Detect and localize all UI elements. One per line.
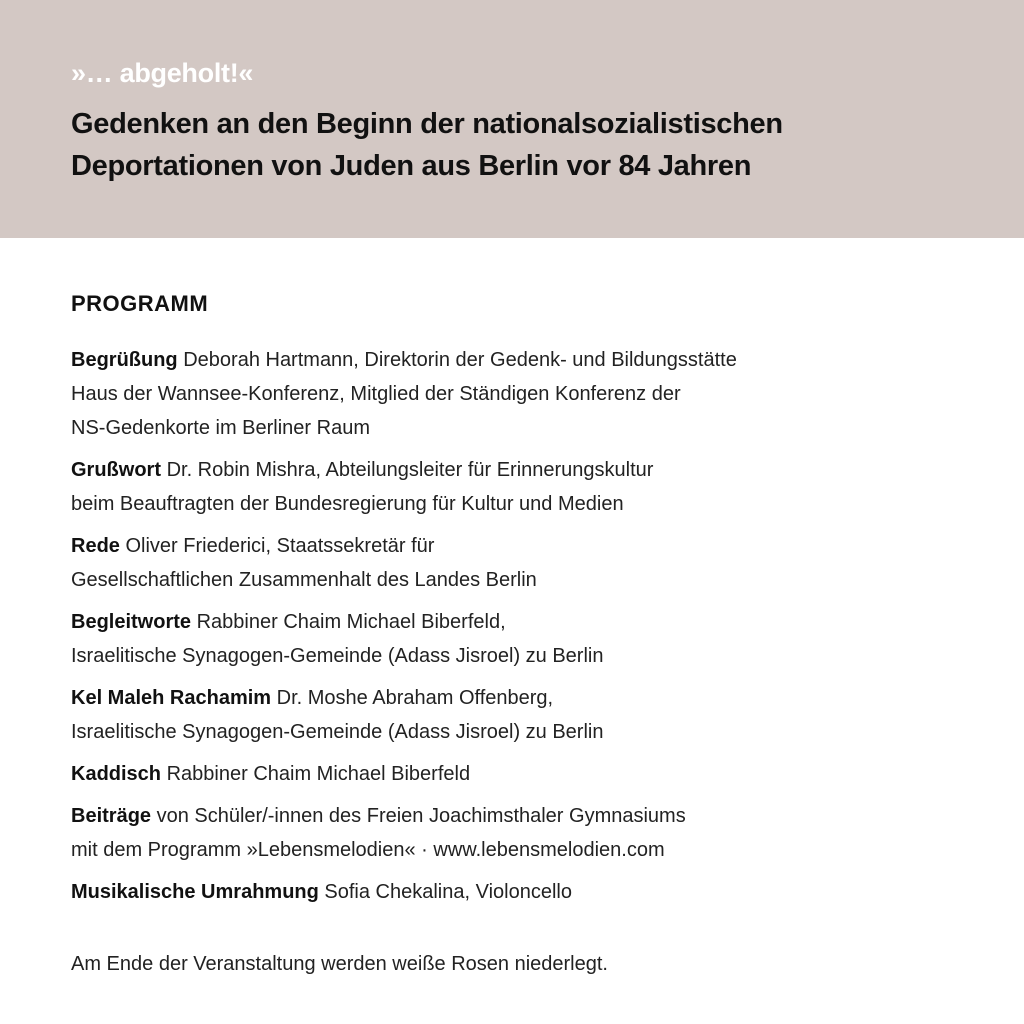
program-item-line	[71, 875, 971, 909]
program-item-text: Israelitische Synagogen-Gemeinde (Adass Jisroel) zu Berlin	[71, 645, 604, 667]
program-item-line	[71, 605, 971, 639]
program-item-text: Haus der Wannsee-Konferenz, Mitglied der Ständigen Konferenz der	[71, 383, 681, 405]
program-item-text: NS-Gedenkorte im Berliner Raum	[71, 417, 370, 439]
program-item-text: Oliver Friederici, Staatssekretär für	[125, 535, 435, 557]
program-item-text: Israelitische Synagogen-Gemeinde (Adass Jisroel) zu Berlin	[71, 721, 604, 743]
program-item-text: Dr. Moshe Abraham Offenberg,	[276, 687, 554, 709]
program-item-beitraege	[71, 799, 971, 867]
program-item-line	[71, 343, 971, 377]
header-kicker: »… abgeholt!«	[71, 58, 254, 88]
program-item-label: Kaddisch	[71, 763, 162, 785]
program-item-grusswort	[71, 453, 971, 521]
closing-note: Am Ende der Veranstaltung werden weiße Rosen niederlegt.	[71, 953, 608, 975]
program-item-label: Grußwort	[71, 459, 161, 481]
program-item-line	[71, 799, 971, 833]
program-item-text: Rabbiner Chaim Michael Biberfeld	[166, 763, 471, 785]
program-item-label: Kel Maleh Rachamim	[71, 687, 272, 709]
program-item-text: Dr. Robin Mishra, Abteilungsleiter für Erinnerungskultur	[166, 459, 654, 481]
program-item-text: Rabbiner Chaim Michael Biberfeld,	[196, 611, 506, 633]
program-item-musikalische-umrahmung	[71, 875, 971, 909]
program-item-line	[71, 681, 971, 715]
program-item-line	[71, 453, 971, 487]
program-item-begleitworte	[71, 605, 971, 673]
program-item-text: Sofia Chekalina, Violoncello	[324, 881, 572, 903]
program-item-text: von Schüler/-innen des Freien Joachimsthaler Gymnasiums	[156, 805, 686, 827]
program-item-kaddisch	[71, 757, 971, 791]
title-line-2: Deportationen von Juden aus Berlin vor 84 Jahren	[71, 150, 752, 182]
program-item-rede	[71, 529, 971, 597]
header-banner	[0, 0, 1024, 238]
program-item-begruessung	[71, 343, 971, 445]
program-item-text: Deborah Hartmann, Direktorin der Gedenk- und Bildungsstätte	[183, 349, 737, 371]
program-list	[71, 343, 971, 917]
program-item-label: Rede	[71, 535, 120, 557]
program-item-label: Beiträge	[71, 805, 152, 827]
title-line-1: Gedenken an den Beginn der nationalsozialistischen	[71, 108, 783, 140]
program-item-label: Begrüßung	[71, 349, 178, 371]
program-item-kel-maleh-rachamim	[71, 681, 971, 749]
program-item-text: mit dem Programm »Lebensmelodien« · www.lebensmelodien.com	[71, 839, 665, 861]
page-title	[71, 103, 971, 187]
section-title: PROGRAMM	[71, 291, 209, 316]
program-item-line	[71, 529, 971, 563]
program-item-text: beim Beauftragten der Bundesregierung für Kultur und Medien	[71, 493, 624, 515]
program-item-text: Gesellschaftlichen Zusammenhalt des Landes Berlin	[71, 569, 537, 591]
program-item-label: Musikalische Umrahmung	[71, 881, 319, 903]
program-item-line	[71, 757, 971, 791]
program-item-label: Begleitworte	[71, 611, 192, 633]
